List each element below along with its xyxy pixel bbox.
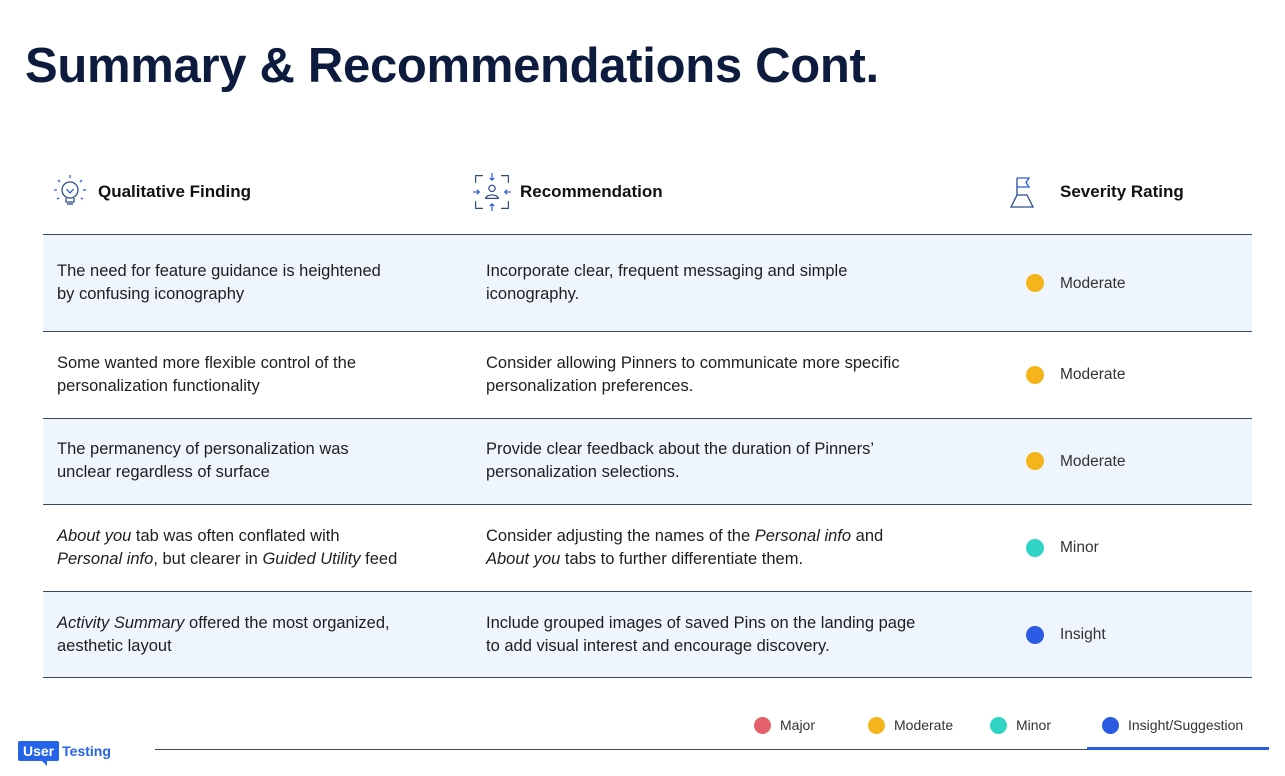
header-label: Recommendation <box>520 182 663 201</box>
recommendation-cell: Include grouped images of saved Pins on the landing page to add visual interest and encourage discovery. <box>486 613 916 655</box>
finding-cell: Activity Summary offered the most organized, aesthetic layout <box>57 613 390 655</box>
severity-cell <box>1026 592 1246 678</box>
finding-cell: Some wanted more flexible control of the personalization functionality <box>57 353 356 395</box>
severity-label: Moderate <box>1060 274 1126 292</box>
logo-text: Testing <box>62 743 111 759</box>
legend-dot <box>1102 717 1119 734</box>
header-label: Severity Rating <box>1060 182 1184 201</box>
table-row <box>43 332 1252 419</box>
findings-table <box>43 234 1252 678</box>
footer-accent-bar <box>1087 747 1269 750</box>
header-severity-rating <box>1002 172 1184 212</box>
usertesting-logo <box>18 738 111 764</box>
header-recommendation <box>472 172 663 212</box>
severity-label: Moderate <box>1060 366 1126 384</box>
legend-label: Minor <box>1016 717 1052 733</box>
legend-dot <box>754 717 771 734</box>
lightbulb-icon <box>50 172 90 212</box>
legend-label: Insight/Suggestion <box>1128 717 1244 733</box>
severity-cell <box>1026 505 1246 591</box>
severity-dot <box>1026 274 1044 292</box>
recommendation-cell: Consider allowing Pinners to communicate more specific personalization preferences. <box>486 353 900 395</box>
legend-item-insight <box>1102 715 1243 735</box>
legend-item-minor <box>990 715 1051 735</box>
flag-icon <box>1002 172 1042 212</box>
table-row <box>43 419 1252 506</box>
severity-dot <box>1026 366 1044 384</box>
legend-item-moderate <box>868 715 953 735</box>
severity-cell <box>1026 235 1246 331</box>
severity-dot <box>1026 539 1044 557</box>
table-row <box>43 592 1252 679</box>
severity-label: Moderate <box>1060 452 1126 470</box>
legend-label: Major <box>780 717 816 733</box>
legend-item-major <box>754 715 815 735</box>
table-row <box>43 505 1252 592</box>
logo-box: User <box>18 741 59 761</box>
header-qualitative-finding <box>50 172 251 212</box>
legend-label: Moderate <box>894 717 954 733</box>
severity-dot <box>1026 452 1044 470</box>
recommendation-cell: Provide clear feedback about the duration of Pinners’ personalization selections. <box>486 440 874 482</box>
severity-dot <box>1026 626 1044 644</box>
recommendation-cell: Consider adjusting the names of the Personal info and About you tabs to further differentiate them. <box>486 526 884 568</box>
finding-cell: The permanency of personalization was unclear regardless of surface <box>57 440 349 482</box>
table-row <box>43 235 1252 332</box>
page-title: Summary & Recommendations Cont. <box>25 39 879 93</box>
finding-cell: About you tab was often conflated with Personal info, but clearer in Guided Utility feed <box>57 526 398 568</box>
legend-dot <box>868 717 885 734</box>
severity-label: Insight <box>1060 626 1106 644</box>
person-focus-icon <box>472 172 512 212</box>
severity-cell <box>1026 419 1246 505</box>
severity-label: Minor <box>1060 539 1099 557</box>
header-label: Qualitative Finding <box>98 182 252 201</box>
recommendation-cell: Incorporate clear, frequent messaging and simple iconography. <box>486 262 848 303</box>
severity-cell <box>1026 332 1246 418</box>
finding-cell: The need for feature guidance is heightened by confusing iconography <box>57 262 381 303</box>
legend-dot <box>990 717 1007 734</box>
